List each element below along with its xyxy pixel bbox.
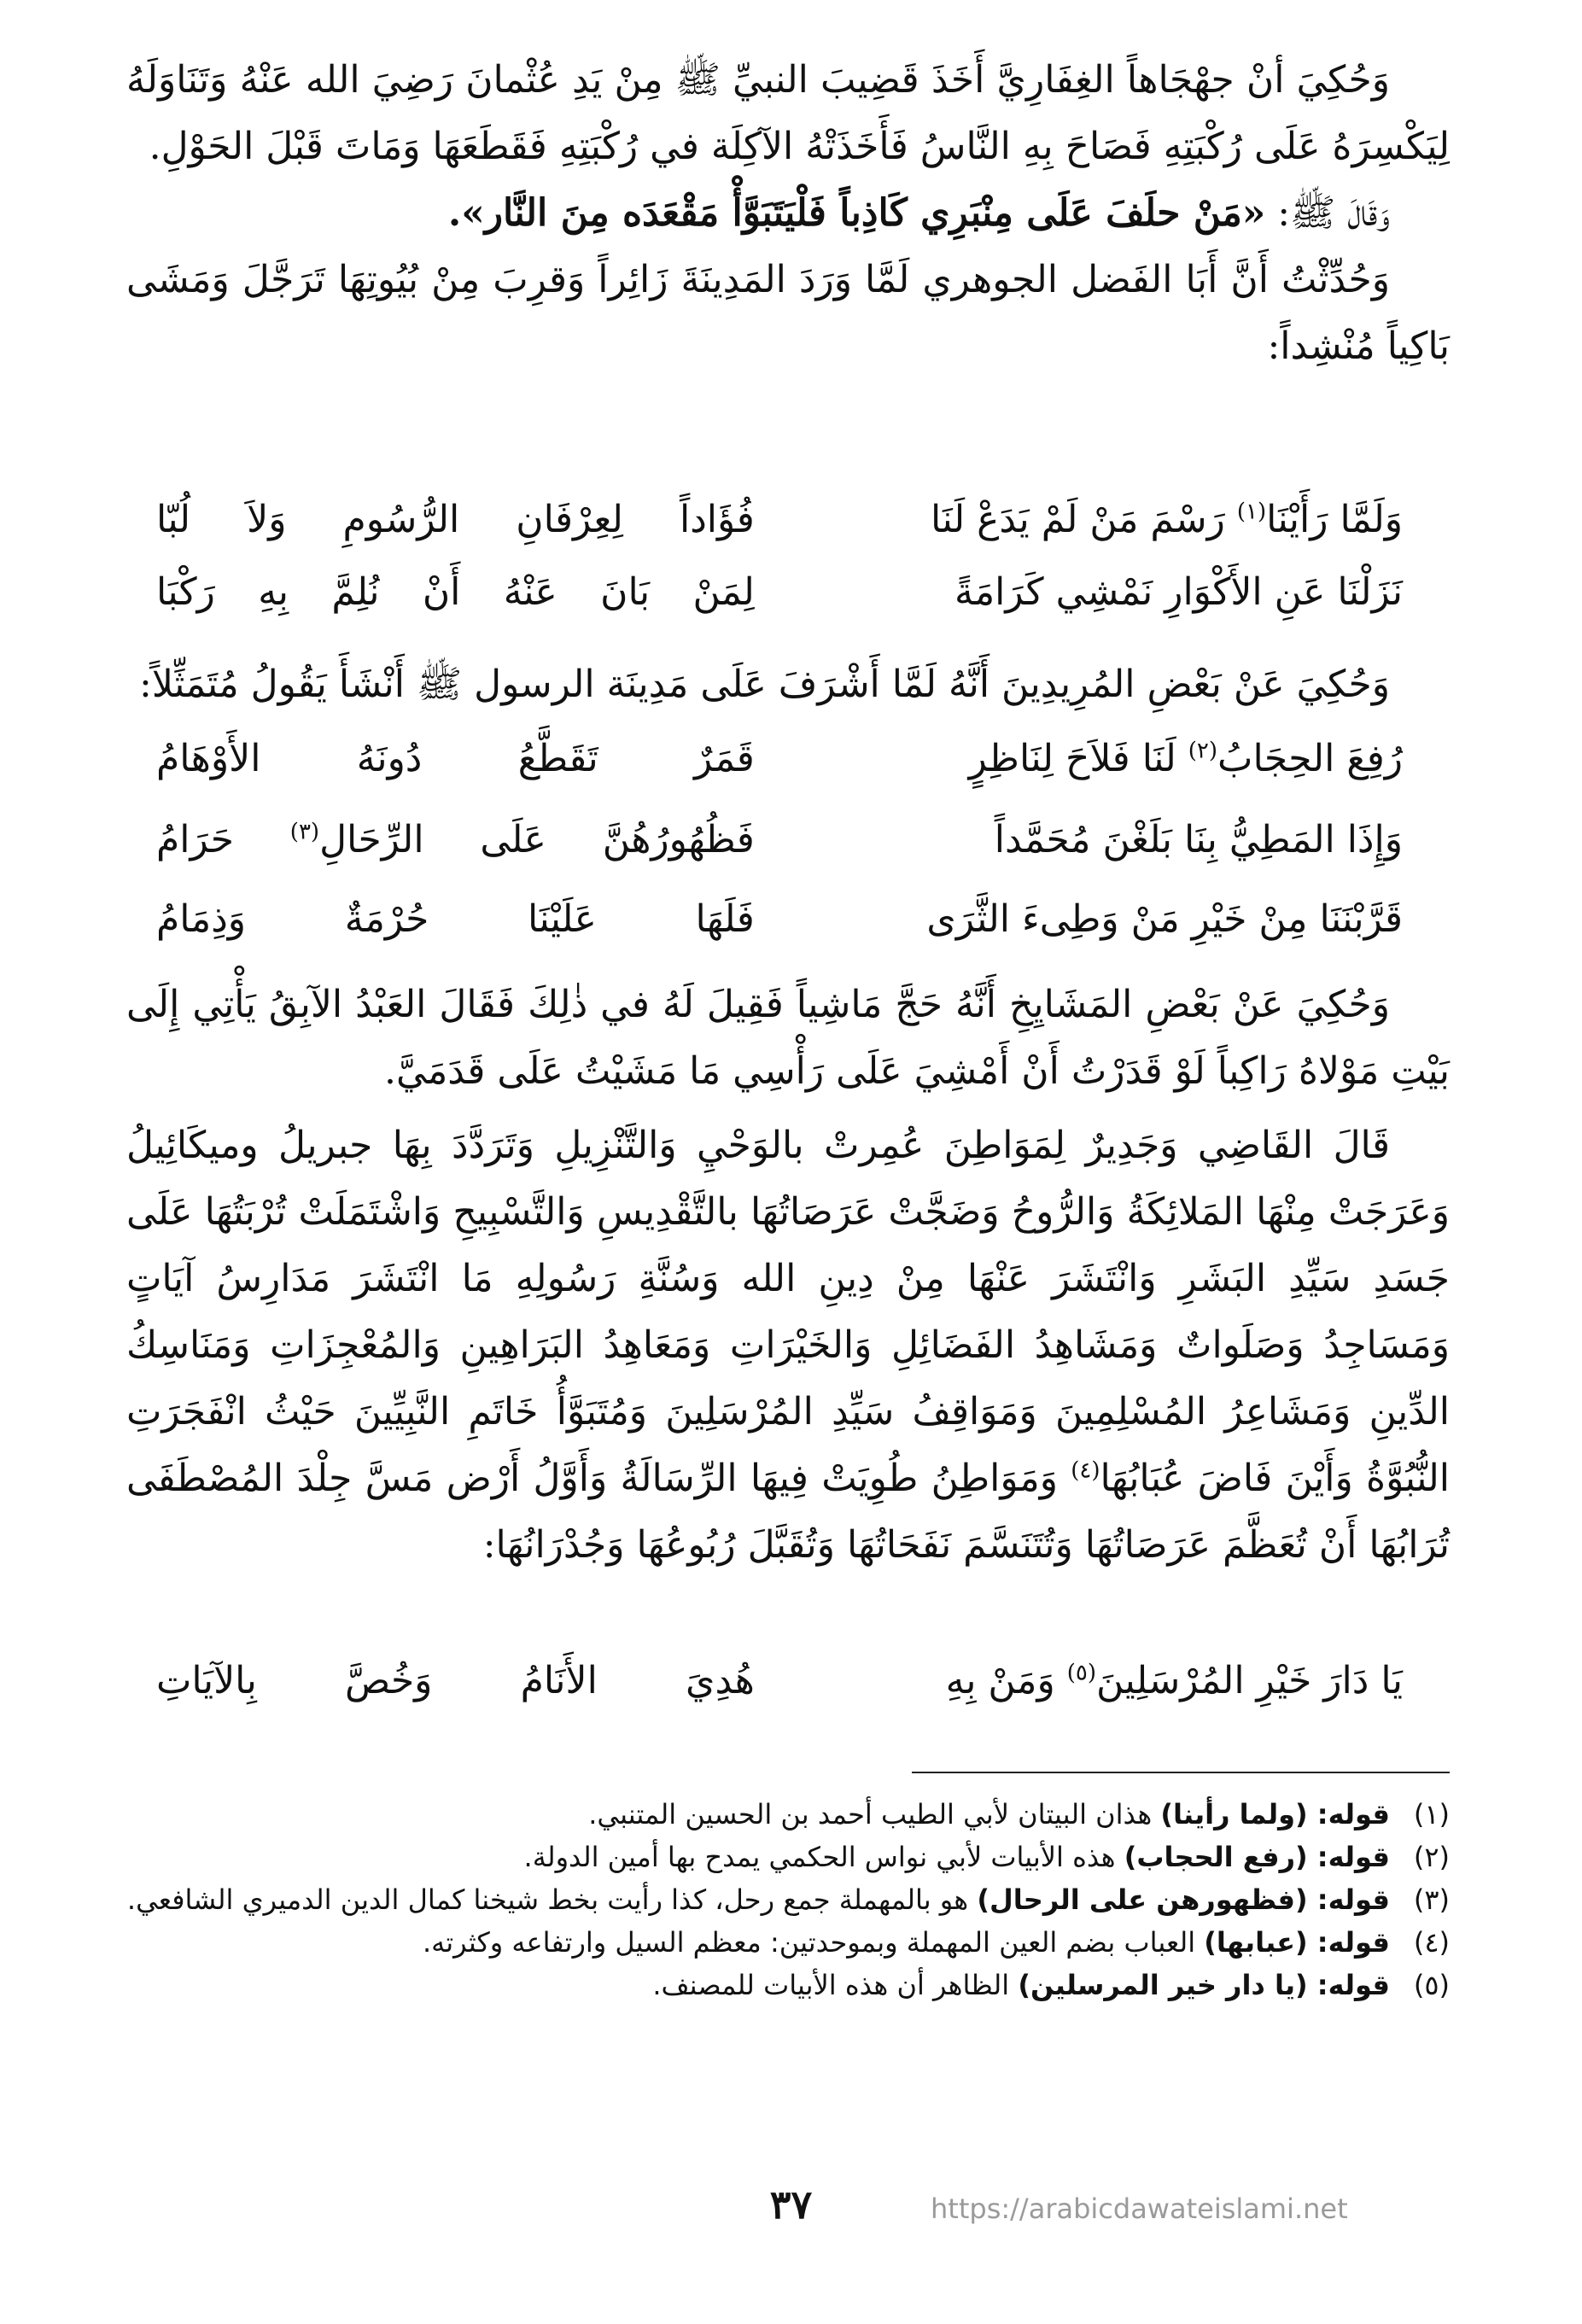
paragraph-jahjah (126, 47, 1450, 180)
footnote-label: قوله: (رفع الحجاب) (1124, 1841, 1390, 1873)
footnote-text: هذه الأبيات لأبي نواس الحكمي يمدح بها أمين الدولة. (523, 1841, 1124, 1873)
paragraph-text: وَحُكِيَ عَنْ بَعْضِ المُرِيدِينَ أَنَّهُ لَمَّا أَشْرَفَ عَلَى مَدِينَة الرسول ﷺ أَنْشَأَ يَقُولُ مُتَمَثِّلاً: (139, 663, 1390, 706)
footnote-label: قوله: (ولما رأينا) (1160, 1798, 1390, 1831)
verse-first-hemistich: قَرَّبْنَنَا مِنْ خَيْرِ مَنْ وَطِىءَ الثَّرَى (926, 897, 1403, 941)
verse-line-3 (156, 726, 1403, 792)
footnotes-section (126, 1793, 1450, 2006)
verse-second-hemistich: لِمَنْ بَانَ عَنْهُ أَنْ نُلِمَّ بِهِ رَكْبَا (156, 570, 755, 614)
verse-first-hemistich: نَزَلْنَا عَنِ الأَكْوَارِ نَمْشِي كَرَامَةً (954, 570, 1403, 614)
footnote-text: هذان البيتان لأبي الطيب أحمد بن الحسين المتنبي. (588, 1798, 1161, 1831)
verse-line-4 (156, 807, 1403, 873)
hadith-text: «مَنْ حلَفَ عَلَى مِنْبَرِي كَاذِباً فَلْيَتَبَوَّأْ مَقْعَدَه مِنَ النَّار». (447, 191, 1266, 235)
verse-second-hemistich: قَمَرٌ تَقَطَّعُ دُونَهُ الأَوْهَامُ (156, 737, 755, 780)
verse-first-hemistich: يَا دَارَ خَيْرِ المُرْسَلِينَ$^{(٥)}$ وَمَنْ بِهِ (945, 1659, 1403, 1702)
footnote-item (126, 1793, 1450, 1836)
hadith-intro: وَقَالَ ﷺ: (1265, 191, 1390, 235)
footnote-ref-4[interactable]: (٤) (1071, 1457, 1100, 1484)
footnote-item (126, 1921, 1450, 1964)
footnote-label: قوله: (فظهورهن على الرحال) (977, 1883, 1390, 1916)
verse-second-hemistich: هُدِيَ الأَنَامُ وَخُصَّ بِالآيَاتِ (156, 1659, 755, 1702)
watermark-url: https://arabicdawateislami.net (931, 2193, 1348, 2225)
page-number: ٣٧ (769, 2181, 813, 2228)
footnote-number: (٢) (1413, 1841, 1450, 1873)
verse-line-6 (156, 1648, 1403, 1714)
footnote-text: الظاهر أن هذه الأبيات للمصنف. (652, 1969, 1019, 2001)
paragraph-qadi (126, 1112, 1450, 1579)
footnote-text: هو بالمهملة جمع رحل، كذا رأيت بخط شيخنا كمال الدين الدميري الشافعي. (126, 1883, 978, 1916)
paragraph-jawhari (126, 247, 1450, 380)
verse-second-hemistich: فَظُهُورُهُنَّ عَلَى الرِّحَالِ$^{(٣)}$ حَرَامُ (156, 818, 755, 861)
footnote-number: (٣) (1413, 1883, 1450, 1916)
footnote-ref-1[interactable]: (١) (1236, 499, 1267, 525)
footnote-number: (١) (1413, 1798, 1450, 1831)
footnote-item (126, 1836, 1450, 1878)
footnote-item (126, 1878, 1450, 1921)
verse-second-hemistich: فُؤَاداً لِعِرْفَانِ الرُّسُومِ وَلاَ لُبّا (156, 498, 755, 541)
paragraph-text: قَالَ القَاضِي وَجَدِيرٌ لِمَوَاطِنَ عُمِرتْ بالوَحْيِ وَالتَّنْزِيلِ وَتَرَدَّدَ بِهَا جبريلُ وميكَائِيلُ وَعَرَجَتْ مِنْهَا المَلائِكَةُ وَالرُّوحُ وَضَجَّتْ عَرَصَاتُهَا بالتَّقْدِيسِ وَالتَّسْبِيحِ وَاشْتَمَلَتْ تُرْبَتُهَا عَلَى جَسَدِ سَيِّدِ البَشَرِ وَانْتَشَرَ عَنْهَا مِنْ دِينِ الله وَسُنَّةِ رَسُولِهِ مَا انْتَشَرَ مَدَارِسُ آيَاتٍ وَمَسَاجِدُ وَصَلَواتٌ وَمَشَاهِدُ الفَضَائِلِ وَالخَيْرَاتِ وَمَعَاهِدُ البَرَاهِينِ وَالمُعْجِزَاتِ وَمَنَاسِكُ الدِّينِ وَمَشَاعِرُ المُسْلِمِينَ وَمَوَاقِفُ سَيِّدِ المُرْسَلِينَ وَمُتَبَوَّأُ خَاتَمِ النَّبِيِّينَ حَيْثُ انْفَجَرَتِ النُّبُوَّةُ وَأَيْنَ فَاضَ عُبَابُهَا (126, 1124, 1450, 1500)
footnote-ref-3[interactable]: (٣) (289, 819, 320, 845)
footnote-label: قوله: (يا دار خير المرسلين) (1018, 1969, 1390, 2001)
paragraph-text: وَحُدِّثْتُ أَنَّ أَبَا الفَضل الجوهري لَمَّا وَرَدَ المَدِينَةَ زَائِراً وَقرِبَ مِنْ بُيُوتِهَا تَرَجَّلَ وَمَشَى بَاكِياً مُنْشِداً: (126, 258, 1450, 368)
paragraph-text: وَحُكِيَ عَنْ بَعْضِ المَشَايِخِ أَنَّهُ حَجَّ مَاشِياً فَقِيلَ لَهُ في ذٰلِكَ فَقَالَ العَبْدُ الآبِقُ يَأْتِي إِلَى بَيْتِ مَوْلاهُ رَاكِباً لَوْ قَدَرْتُ أَنْ أَمْشِيَ عَلَى رَأْسِي مَا مَشَيْتُ عَلَى قَدَمَيَّ. (126, 983, 1450, 1093)
footnote-number: (٤) (1413, 1926, 1450, 1959)
footnote-number: (٥) (1413, 1969, 1450, 2001)
footnote-text: العباب بضم العين المهملة وبموحدتين: معظم السيل وارتفاعه وكثرته. (422, 1926, 1205, 1959)
footnote-separator (912, 1772, 1450, 1773)
verse-first-hemistich: رُفِعَ الحِجَابُ$^{(٢)}$ لَنَا فَلاَحَ لِنَاظِرٍ (968, 737, 1403, 780)
verse-line-1 (156, 487, 1403, 553)
paragraph-hadith (126, 180, 1450, 247)
paragraph-mashayikh (126, 972, 1450, 1105)
verse-second-hemistich: فَلَهَا عَلَيْنَا حُرْمَةٌ وَذِمَامُ (156, 897, 755, 941)
footnote-ref-2[interactable]: (٢) (1188, 738, 1218, 764)
paragraph-murid (126, 651, 1450, 718)
verse-line-2 (156, 559, 1403, 626)
paragraph-text-continued: وَمَوَاطِنُ طُوِيَتْ فِيهَا الرِّسَالَةُ وَأَوَّلُ أَرْض مَسَّ جِلْدَ المُصْطَفَى تُرَابُهَا أَنْ تُعَظَّمَ عَرَصَاتُهَا وَتُتَنَسَّمَ نَفَحَاتُهَا وَتُقَبَّلَ رُبُوعُهَا وَجُدْرَانُهَا: (126, 1457, 1450, 1567)
verse-first-hemistich: وَلَمَّا رَأَيْنَا$^{(١)}$ رَسْمَ مَنْ لَمْ يَدَعْ لَنَا (931, 498, 1403, 541)
verse-line-5 (156, 886, 1403, 953)
footnote-ref-5[interactable]: (٥) (1066, 1660, 1097, 1686)
verse-first-hemistich: وَإِذَا المَطِيُّ بِنَا بَلَغْنَ مُحَمَّداً (994, 818, 1403, 861)
paragraph-text: وَحُكِيَ أنْ جهْجَاهاً الغِفَارِيَّ أَخَذَ قَضِيبَ النبيِّ ﷺ مِنْ يَدِ عُثْمانَ رَضِيَ الله عَنْهُ وَتَنَاوَلَهُ لِيَكْسِرَهُ عَلَى رُكْبَتِهِ فَصَاحَ بِهِ النَّاسُ فَأَخَذَتْهُ الآكِلَة في رُكْبَتِهِ فَقَطَعَهَا وَمَاتَ قَبْلَ الحَوْلِ. (126, 58, 1450, 168)
footnote-item (126, 1964, 1450, 2006)
footnote-label: قوله: (عبابها) (1204, 1926, 1390, 1959)
